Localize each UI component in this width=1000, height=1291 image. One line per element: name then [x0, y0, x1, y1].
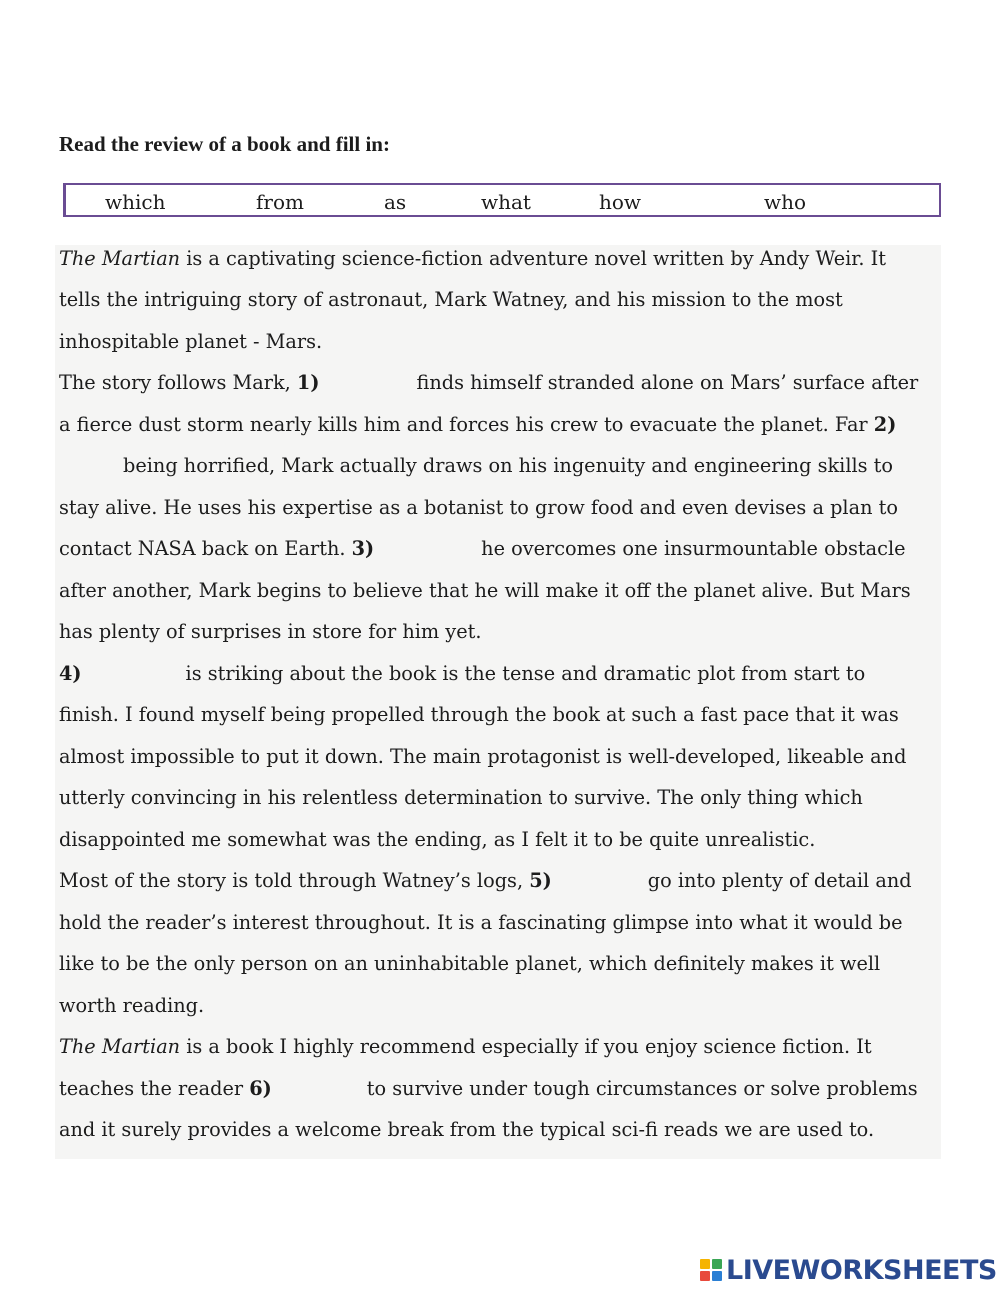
word-bank-item: what [481, 190, 531, 214]
text-line: disappointed me somewhat was the ending, as I felt it to be quite unrealistic. [59, 828, 816, 851]
text-line: like to be the only person on an uninhabitable planet, which definitely makes it well [59, 952, 881, 975]
text-line [59, 1078, 918, 1100]
text-line: almost impossible to put it down. The main protagonist is well-developed, likeable and [59, 745, 907, 768]
logo-text: LIVEWORKSHEETS [726, 1254, 997, 1286]
blank-label-4: 4) [59, 662, 82, 685]
instruction-heading: Read the review of a book and fill in: [59, 132, 390, 156]
text-line: inhospitable planet - Mars. [59, 330, 323, 353]
text-span: The story follows Mark, [59, 371, 297, 394]
blank-label-2: 2) [873, 413, 897, 436]
logo-block [700, 1271, 710, 1281]
logo-block [712, 1259, 722, 1269]
text-span: is a book I highly recommend especially if you enjoy science fiction. It [180, 1035, 872, 1058]
logo-blocks-icon [700, 1259, 722, 1281]
text-span: teaches the reader [59, 1077, 250, 1100]
word-bank [63, 183, 941, 217]
logo-block [700, 1259, 710, 1269]
liveworksheets-logo[interactable] [700, 1255, 997, 1285]
word-bank-item: which [105, 190, 166, 214]
text-line: stay alive. He uses his expertise as a botanist to grow food and even devises a plan to [59, 496, 898, 519]
text-span: to survive under tough circumstances or solve problems [366, 1077, 918, 1100]
text-line: finish. I found myself being propelled through the book at such a fast pace that it was [59, 703, 899, 726]
text-span: is a captivating science-fiction adventure novel written by Andy Weir. It [180, 247, 887, 270]
text-line [59, 248, 886, 270]
text-line [59, 372, 918, 394]
word-bank-item: as [384, 190, 407, 214]
text-span: he overcomes one insurmountable obstacle [481, 537, 906, 560]
text-span: is striking about the book is the tense and dramatic plot from start to [185, 662, 866, 685]
blank-label-6: 6) [249, 1077, 272, 1100]
text-line [59, 663, 865, 685]
text-span: a fierce dust storm nearly kills him and forces his crew to evacuate the planet. Far [59, 413, 874, 436]
text-line: tells the intriguing story of astronaut, Mark Watney, and his mission to the most [59, 288, 843, 311]
book-title: The Martian [59, 1035, 181, 1058]
text-line: worth reading. [59, 994, 205, 1017]
text-line [59, 1036, 872, 1058]
text-line: and it surely provides a welcome break from the typical sci-fi reads we are used to. [59, 1118, 875, 1141]
text-line [59, 414, 896, 436]
text-span: contact NASA back on Earth. [59, 537, 352, 560]
text-line [59, 870, 912, 892]
text-span: Most of the story is told through Watney’s logs, [59, 869, 530, 892]
text-line [123, 455, 893, 477]
word-bank-item: how [599, 190, 642, 214]
text-span: finds himself stranded alone on Mars’ surface after [416, 371, 919, 394]
text-line: hold the reader’s interest throughout. It is a fascinating glimpse into what it would be [59, 911, 903, 934]
text-line: utterly convincing in his relentless determination to survive. The only thing which [59, 786, 863, 809]
word-bank-item: from [256, 190, 304, 214]
text-line: has plenty of surprises in store for him yet. [59, 620, 482, 643]
blank-label-1: 1) [296, 371, 320, 394]
text-line [59, 538, 906, 560]
word-bank-item: who [764, 190, 807, 214]
blank-2[interactable] [59, 455, 119, 479]
review-text [55, 245, 941, 1159]
text-line: after another, Mark begins to believe that he will make it off the planet alive. But Mars [59, 579, 911, 602]
book-title: The Martian [59, 247, 181, 270]
blank-label-5: 5) [529, 869, 552, 892]
logo-block [712, 1271, 722, 1281]
blank-label-3: 3) [351, 537, 375, 560]
text-span: go into plenty of detail and [647, 869, 912, 892]
text-span: being horrified, Mark actually draws on his ingenuity and engineering skills to [123, 454, 894, 477]
